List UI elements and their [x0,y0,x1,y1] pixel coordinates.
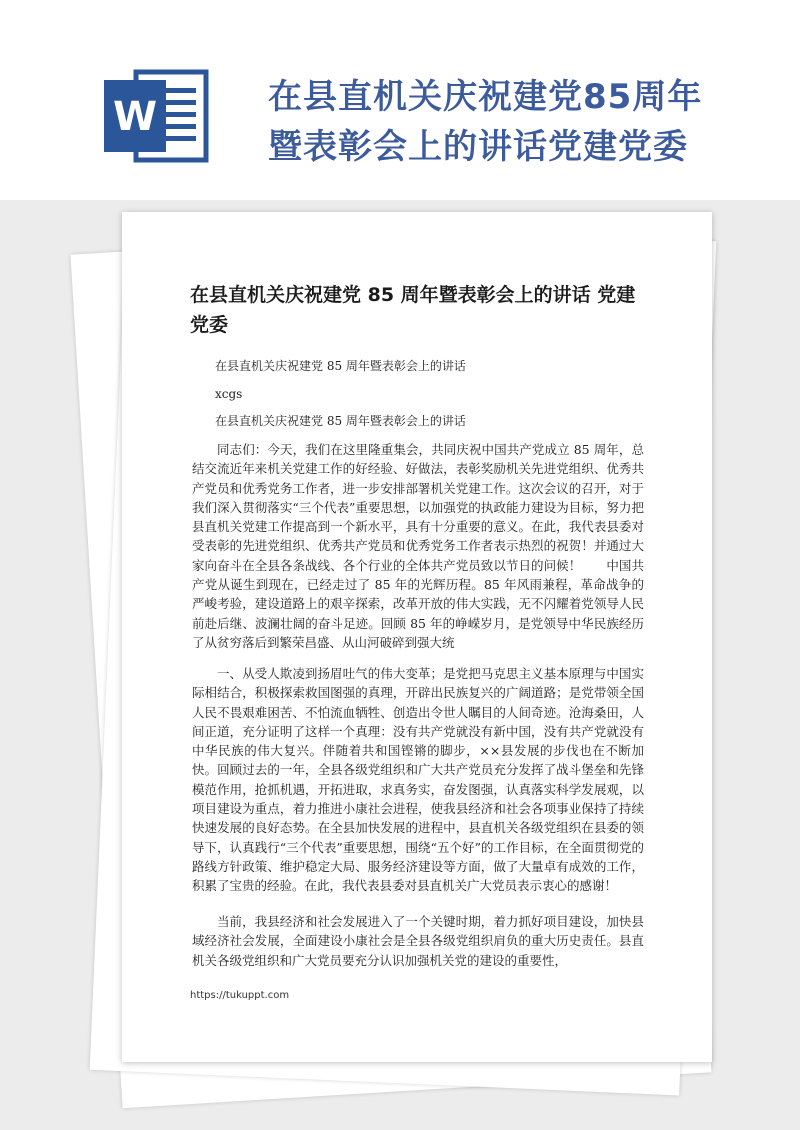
document-subtitle: 在县直机关庆祝建党 85 周年暨表彰会上的讲话 [215,359,466,373]
banner [0,0,800,200]
document-title: 在县直机关庆祝建党 85 周年暨表彰会上的讲话 党建党委 [190,284,636,336]
banner-title [268,72,708,172]
footer-url: https://tukuppt.com [190,990,290,1001]
word-icon-letter: W [112,94,158,140]
body-paragraph: 当前，我县经济和社会发展进入了一个关键时期，着力抓好项目建设，加快县域经济社会发展，全面建设小康社会是全县各级党组织肩负的重大历史责任。县直机关各级党组织和广大党员要充分认识加强机关党的建设的重要性， [192,914,644,968]
word-document-icon [100,66,216,166]
document-subtitle: 在县直机关庆祝建党 85 周年暨表彰会上的讲话 [215,414,466,428]
body-paragraph: 一、从受人欺凌到扬眉吐气的伟大变革；是党把马克思主义基本原理与中国实际相结合，积极探索救国图强的真理，开辟出民族复兴的广阔道路；是党带领全国人民不畏艰难困苦、不怕流血牺牲、创造出令世人瞩目的人间奇迹。沧海桑田，人间正道，充分证明了这样一个真理：没有共产党就没有新中国，没有共产党就没有中华民族的伟大复兴。伴随着共和国铿锵的脚步，××县发展的步伐也在不断加快。回顾过去的一年，全县各级党组织和广大共产党员充分发挥了战斗堡垒和先锋模范作用，抢抓机遇，开拓进取，求真务实，奋发图强，认真落实科学发展观，以项目建设为重点，着力推进小康社会进程，使我县经济和社会各项事业保持了持续快速发展的良好态势。在全县加快发展的进程中，县直机关各级党组织在县委的领导下，认真践行“三个代表”重要思想，围绕“五个好”的工作目标，在全面贯彻党的路线方针政策、维护稳定大局、服务经济建设等方面，做了大量卓有成效的工作，积累了宝贵的经验。在此，我代表县委对县直机关广大党员表示衷心的感谢！ [192,666,644,894]
body-paragraph: 同志们：今天，我们在这里隆重集会，共同庆祝中国共产党成立 85 周年，总结交流近年来机关党建工作的好经验、好做法，表彰奖励机关先进党组织、优秀共产党员和优秀党务工作者，进一步安排部署机关党建工作。这次会议的召开，对于我们深入贯彻落实“三个代表”重要思想，以加强党的执政能力建设为目标，努力把县直机关党建工作提高到一个新水平，具有十分重要的意义。在此，我代表县委对受表彰的先进党组织、优秀共产党员和优秀党务工作者表示热烈的祝贺！并通过大家向奋斗在全县各条战线、各个行业的全体共产党员致以节日的问候！ 中国共产党从诞生到现在，已经走过了 85 年的光辉历程。85 年风雨兼程，革命战争的严峻考验，建设道路上的艰辛探索，改革开放的伟大实践，无不闪耀着党领导人民前赴后继、波澜壮阔的奋斗足迹。回顾 85 年的峥嵘岁月，是党领导中华民族经历了从贫穷落后到繁荣昌盛、从山河破碎到强大统 [192,442,644,650]
banner-title-line2: 暨表彰会上的讲话党建党委 [268,127,688,167]
document-author: xcgs [215,387,243,401]
banner-title-line1: 在县直机关庆祝建党85周年 [268,77,703,117]
